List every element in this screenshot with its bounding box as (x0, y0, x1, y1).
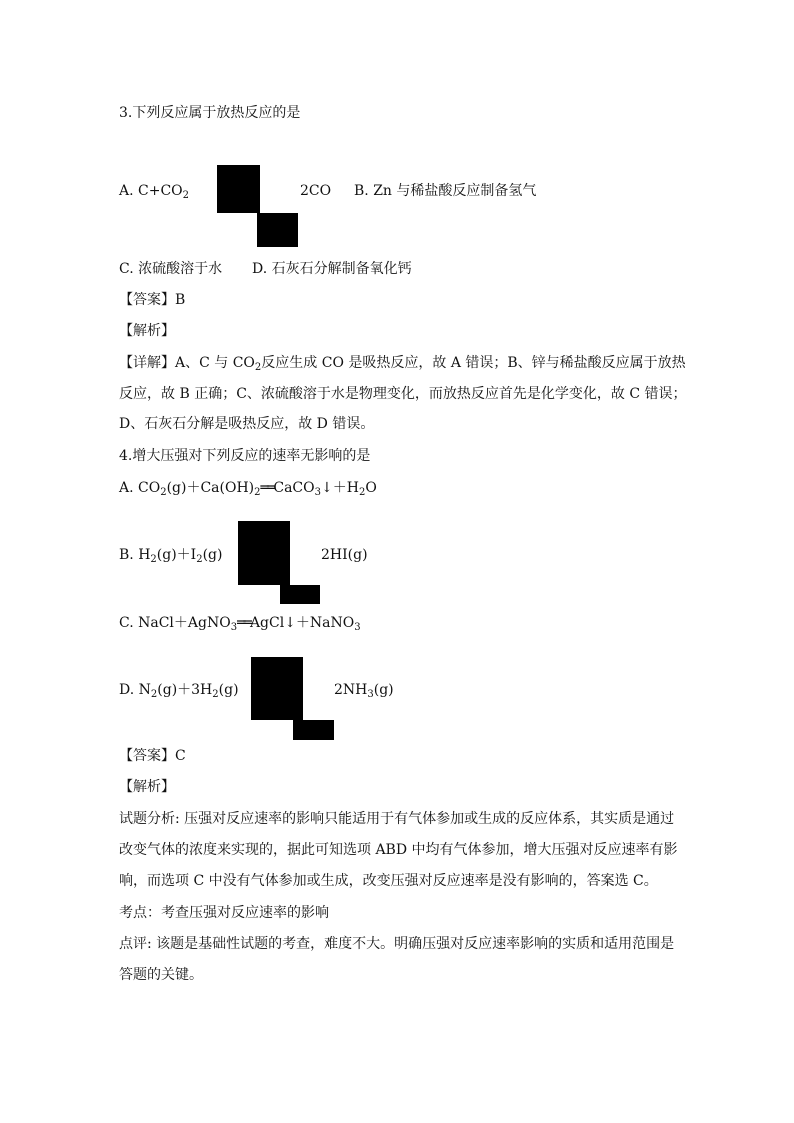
redacted-image-block (257, 213, 298, 247)
q3-option-a (119, 181, 189, 201)
q4-kaodian: 考点：考查压强对反应速率的影响 (119, 905, 329, 921)
q4-c-equals: ══ (237, 615, 250, 631)
q3-detail-l1-sub: 2 (254, 362, 262, 373)
q3-option-a-sub: 2 (182, 190, 190, 201)
q4-a-part: (g)＋Ca(OH) (166, 480, 255, 496)
q4-analysis-line-2: 改变气体的浓度来实现的，据此可知选项 ABD 中均有气体参加，增大压强对反应速率有影 (119, 842, 678, 858)
redacted-image-block (293, 720, 334, 740)
q4-a-part: A. CO (119, 480, 161, 496)
q3-detail-line-3: D、石灰石分解是吸热反应，故 D 错误。 (119, 416, 375, 432)
q4-d-sub: 2 (212, 689, 219, 700)
q3-detail-line-2: 反应，故 B 正确；C、浓硫酸溶于水是物理变化，而放热反应首先是化学变化，故 C 错误； (119, 386, 687, 402)
q3-detail-line-1 (119, 353, 686, 373)
q4-b-sub: 2 (196, 554, 203, 565)
q3-analysis-label: 【解析】 (119, 323, 175, 339)
q4-b-part: (g)＋I (156, 547, 197, 563)
q4-analysis-line-1: 试题分析: 压强对反应速率的影响只能适用于有气体参加或生成的反应体系，其实质是通过 (119, 811, 675, 827)
q4-d-part: (g)＋3H (157, 682, 213, 698)
q4-option-d-product (334, 680, 394, 700)
q4-answer: 【答案】C (119, 748, 186, 764)
q3-option-a-product: 2CO (300, 183, 332, 199)
q3-detail-l1-b: 反应生成 CO 是吸热反应，故 A 错误；B、锌与稀盐酸反应属于放热 (261, 355, 686, 371)
q4-dianping-line-2: 答题的关键。 (119, 967, 203, 983)
q4-option-b (119, 545, 222, 565)
q4-a-sub: 2 (160, 487, 167, 498)
redacted-image-block (251, 657, 303, 720)
q4-option-b-product: 2HI(g) (321, 547, 368, 563)
q4-option-a (119, 478, 377, 498)
q3-option-c: C. 浓硫酸溶于水 (119, 261, 223, 277)
q3-option-d: D. 石灰石分解制备氧化钙 (252, 261, 412, 277)
q3-option-b: B. Zn 与稀盐酸反应制备氢气 (354, 183, 537, 199)
q4-d-product-part: 2NH (334, 682, 368, 698)
q4-a-sub: 3 (314, 487, 321, 498)
q3-detail-l1-a: 【详解】A、C 与 CO (119, 355, 255, 371)
q4-c-sub: 3 (230, 622, 238, 633)
redacted-image-block (217, 165, 260, 213)
q3-option-a-reactants: A. C+CO (119, 183, 183, 199)
q4-d-product-sub: 3 (367, 689, 374, 700)
q4-c-part: AgCl↓＋NaNO (249, 615, 355, 631)
q4-a-sub: 2 (358, 487, 366, 498)
q4-option-c (119, 613, 361, 633)
q4-option-d (119, 680, 239, 700)
q4-a-sub: 2 (254, 487, 261, 498)
q3-title: 3.下列反应属于放热反应的是 (119, 105, 301, 121)
q4-b-part: B. H (119, 547, 151, 563)
q4-a-part: CaCO (273, 480, 315, 496)
q4-d-sub: 2 (150, 689, 158, 700)
q3-answer: 【答案】B (119, 292, 186, 308)
q4-dianping-line-1: 点评: 该题是基础性试题的考查，难度不大。明确压强对反应速率影响的实质和适用范围是 (119, 936, 675, 952)
q4-title: 4.增大压强对下列反应的速率无影响的是 (119, 448, 371, 464)
redacted-image-block (238, 521, 290, 585)
q4-b-part: (g) (202, 547, 223, 563)
q4-c-part: C. NaCl＋AgNO (119, 615, 231, 631)
redacted-image-block (280, 585, 320, 604)
q4-d-part: D. N (119, 682, 151, 698)
q4-a-part: ↓＋H (321, 480, 359, 496)
q4-c-sub: 3 (354, 622, 361, 633)
q4-d-product-part: (g) (373, 682, 394, 698)
q4-a-equals: ══ (260, 480, 274, 496)
q4-a-part: O (365, 480, 377, 496)
q4-analysis-label: 【解析】 (119, 779, 175, 795)
q4-b-sub: 2 (150, 554, 157, 565)
q4-analysis-line-3: 响，而选项 C 中没有气体参加或生成，改变压强对反应速率是没有影响的，答案选 C。 (119, 873, 658, 889)
q4-d-part: (g) (218, 682, 239, 698)
